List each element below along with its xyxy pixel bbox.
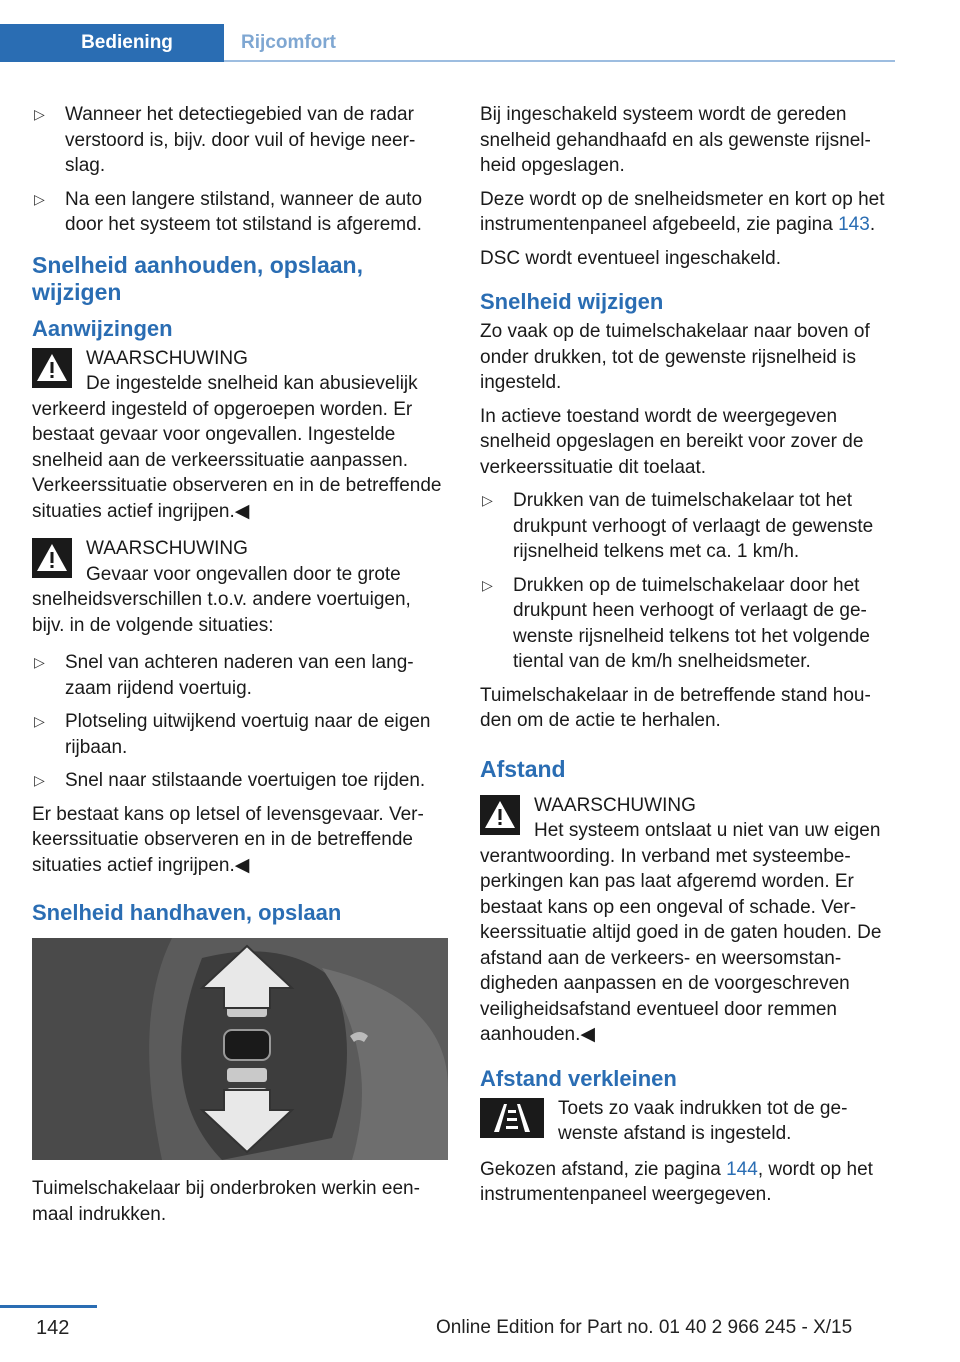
warning-triangle-icon (480, 795, 520, 835)
list-item: ▷ Na een langere stilstand, wanneer de auto door het systeem tot stilstand is afgeremd. (34, 188, 423, 235)
image-caption: Tuimelschakelaar bij onderbroken werkin eenmaal indrukken. (32, 1178, 420, 1225)
warning-block (32, 536, 448, 638)
footer-divider (0, 1305, 97, 1308)
list-item: ▷ Snel naar stilstaande voertuigen toe rijden. (32, 768, 448, 794)
bullet-icon: ▷ (34, 713, 45, 729)
warning-triangle-icon (32, 538, 72, 578)
warning-text: Gevaar voor ongevallen door te grote snelheidsverschillen t.o.v. andere voertuigen, bijv. in de volgende situaties: (32, 563, 411, 636)
left-column (32, 102, 448, 1235)
paragraph: Bij ingeschakeld systeem wordt de gereden snelheid gehandhaafd en als gewenste rijsnelheid opgeslagen. (480, 104, 871, 176)
header-divider (224, 60, 895, 62)
warning-text: De ingestelde snelheid kan abusievelijk verkeerd ingesteld of opgeroepen worden. Er bestaat gevaar voor ongevallen. Ingestelde snelheid aan de verkeerssituatie aanpassen. Verkeerssituatie observeren en in de betreffende situaties actief ingrijpen.◀ (32, 373, 442, 522)
tab-bediening[interactable]: Bediening (0, 24, 224, 62)
distance-instruction: Toets zo vaak indrukken tot de gewenste afstand is ingesteld. (480, 1096, 896, 1147)
warning-triangle-icon (32, 348, 72, 388)
subheading-handhaven: Snelheid handhaven, opslaan (32, 900, 342, 925)
subheading-wijzigen: Snelheid wijzigen (480, 289, 664, 314)
list-item: ▷ Plotseling uitwijkend voertuig naar de eigen rijbaan. (34, 711, 431, 758)
warning-block (480, 793, 896, 1048)
bullet-icon: ▷ (34, 106, 45, 122)
steering-wheel-switch-photo (32, 938, 448, 1160)
paragraph: In actieve toestand wordt de weergegeven snelheid opgeslagen en bereikt voor zover de verkeerssituatie dit toelaat. (480, 405, 864, 478)
section-heading-afstand: Afstand (480, 755, 566, 782)
subheading-aanwijzingen: Aanwijzingen (32, 315, 173, 341)
paragraph: Deze wordt op de snelheidsmeter en kort op het instrumentenpaneel afgebeeld, zie pagina 143. (480, 188, 885, 235)
paragraph: Zo vaak op de tuimelschakelaar naar boven of onder drukken, tot de gewenste rijsnelheid is ingesteld. (480, 321, 870, 393)
warning-block (32, 346, 448, 525)
warning-text: Het systeem ontslaat u niet van uw eigen verantwoording. In verband met systeembeperkingen kan pas laat afgeremd worden. Er bestaat kans op een ongeval of schade. Verkeerssituatie altijd goed in de gaten houden. De afstand aan de verkeers- en weersomstandigheden aanpassen en de voorgeschreven veiligheidsafstand eventueel door remmen aanhouden.◀ (480, 820, 882, 1045)
list-item: ▷ Wanneer het detectiegebied van de radar verstoord is, bijv. door vuil of hevige neerslag. (34, 104, 416, 176)
bullet-icon: ▷ (482, 576, 493, 593)
bullet-icon: ▷ (34, 654, 45, 670)
subheading-verkleinen: Afstand verkleinen (480, 1065, 677, 1091)
right-column (480, 102, 896, 1216)
page-link-144[interactable]: 144 (726, 1158, 758, 1180)
paragraph: Gekozen afstand, zie pagina 144, wordt op het instrumentenpaneel weergegeven. (480, 1158, 873, 1205)
warning-title: WAARSCHUWING (86, 538, 248, 559)
tab-rijcomfort[interactable]: Rijcomfort (241, 32, 336, 53)
section-heading-snelheid: Snelheid aanhouden, opslaan, wijzigen (32, 251, 363, 305)
bullet-icon: ▷ (482, 492, 493, 508)
warning-title: WAARSCHUWING (534, 794, 696, 816)
page-number: 142 (36, 1317, 70, 1339)
list-item: ▷ Snel van achteren naderen van een langzaam rijdend voertuig. (34, 652, 414, 699)
edition-footer: Online Edition for Part no. 01 40 2 966 245 - X/15 (436, 1317, 853, 1338)
page-link-143[interactable]: 143 (838, 214, 870, 235)
list-item: ▷ Drukken op de tuimelschakelaar door het drukpunt heen verhoogt of verlaagt de gewenste rijsnelheid telkens tot het volgende tiental van de km/h snelheidsmeter. (482, 574, 871, 672)
warning-title: WAARSCHUWING (86, 347, 248, 369)
warning-conclusion: Er bestaat kans op letsel of levensgevaar. Verkeerssituatie observeren en in de betreffende situaties actief ingrijpen.◀ (32, 803, 424, 876)
bullet-icon: ▷ (34, 772, 45, 788)
paragraph: DSC wordt eventueel ingeschakeld. (480, 247, 782, 269)
paragraph: Tuimelschakelaar in de betreffende stand houden om de actie te herhalen. (480, 684, 871, 731)
page-header (0, 0, 960, 64)
list-item: ▷ Drukken van de tuimelschakelaar tot het drukpunt verhoogt of verlaagt de gewenste rijsnelheid telkens met ca. 1 km/h. (482, 490, 874, 562)
bullet-icon: ▷ (34, 190, 45, 207)
distance-reduce-icon (480, 1098, 544, 1138)
